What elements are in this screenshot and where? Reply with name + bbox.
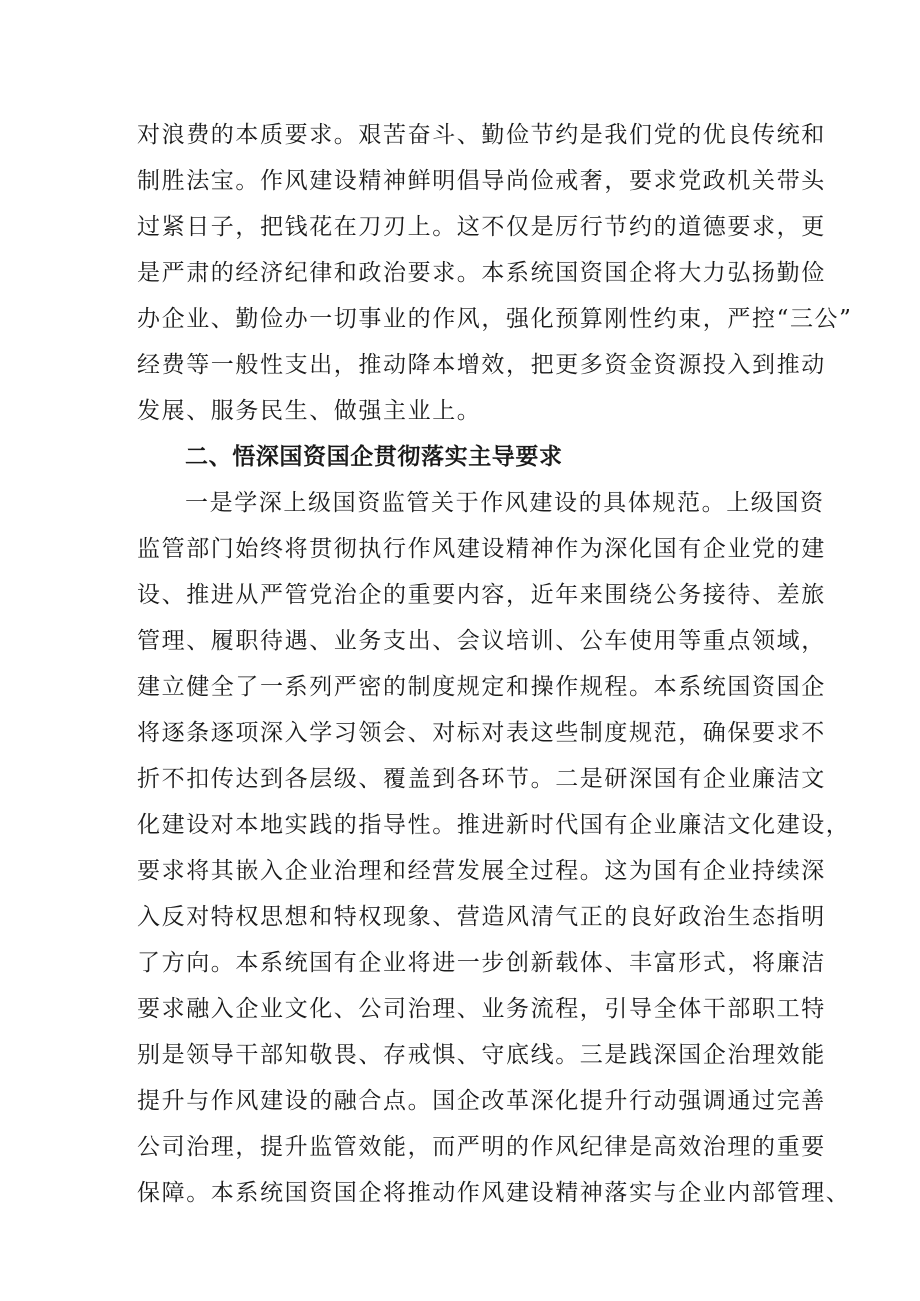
paragraph-line: 设、推进从严管党治企的重要内容，近年来围绕公务接待、差旅	[137, 582, 826, 608]
paragraph-line: 提升与作风建设的融合点。国企改革深化提升行动强调通过完善	[137, 1088, 826, 1114]
paragraph-line: 入反对特权思想和特权现象、营造风清气正的良好政治生态指明	[137, 904, 826, 930]
paragraph-line: 经费等一般性支出，推动降本增效，把更多资金资源投入到推动	[137, 352, 826, 378]
paragraph-line: 要求融入企业文化、公司治理、业务流程，引导全体干部职工特	[137, 996, 826, 1022]
paragraph-line: 一是学深上级国资监管关于作风建设的具体规范。上级国资	[185, 490, 825, 516]
paragraph-line: 将逐条逐项深入学习领会、对标对表这些制度规范，确保要求不	[137, 720, 826, 746]
paragraph-line: 过紧日子，把钱花在刀刃上。这不仅是厉行节约的道德要求，更	[137, 214, 826, 240]
document-body	[137, 112, 853, 1216]
paragraph-line: 管理、履职待遇、业务支出、会议培训、公车使用等重点领域，	[137, 628, 826, 654]
paragraph-line: 别是领导干部知敬畏、存戒惧、守底线。三是践深国企治理效能	[137, 1042, 826, 1068]
paragraph-line: 建立健全了一系列严密的制度规定和操作规程。本系统国资国企	[137, 674, 826, 700]
paragraph-line: 折不扣传达到各层级、覆盖到各环节。二是研深国有企业廉洁文	[137, 766, 826, 792]
paragraph-line: 了方向。本系统国有企业将进一步创新载体、丰富形式，将廉洁	[137, 950, 826, 976]
paragraph-line: 制胜法宝。作风建设精神鲜明倡导尚俭戒奢，要求党政机关带头	[137, 168, 826, 194]
paragraph-line: 要求将其嵌入企业治理和经营发展全过程。这为国有企业持续深	[137, 858, 826, 884]
paragraph-line: 化建设对本地实践的指导性。推进新时代国有企业廉洁文化建设，	[137, 812, 851, 838]
paragraph-line: 发展、服务民生、做强主业上。	[137, 398, 482, 424]
paragraph-line: 对浪费的本质要求。艰苦奋斗、勤俭节约是我们党的优良传统和	[137, 122, 826, 148]
paragraph-line: 办企业、勤俭办一切事业的作风，强化预算刚性约束，严控“三公”	[137, 306, 853, 332]
paragraph-line: 监管部门始终将贯彻执行作风建设精神作为深化国有企业党的建	[137, 536, 826, 562]
paragraph-line: 公司治理，提升监管效能，而严明的作风纪律是高效治理的重要	[137, 1134, 826, 1160]
paragraph-line: 保障。本系统国资国企将推动作风建设精神落实与企业内部管理、	[137, 1180, 851, 1206]
section-heading: 二、悟深国资国企贯彻落实主导要求	[185, 444, 563, 470]
paragraph-line: 是严肃的经济纪律和政治要求。本系统国资国企将大力弘扬勤俭	[137, 260, 826, 286]
